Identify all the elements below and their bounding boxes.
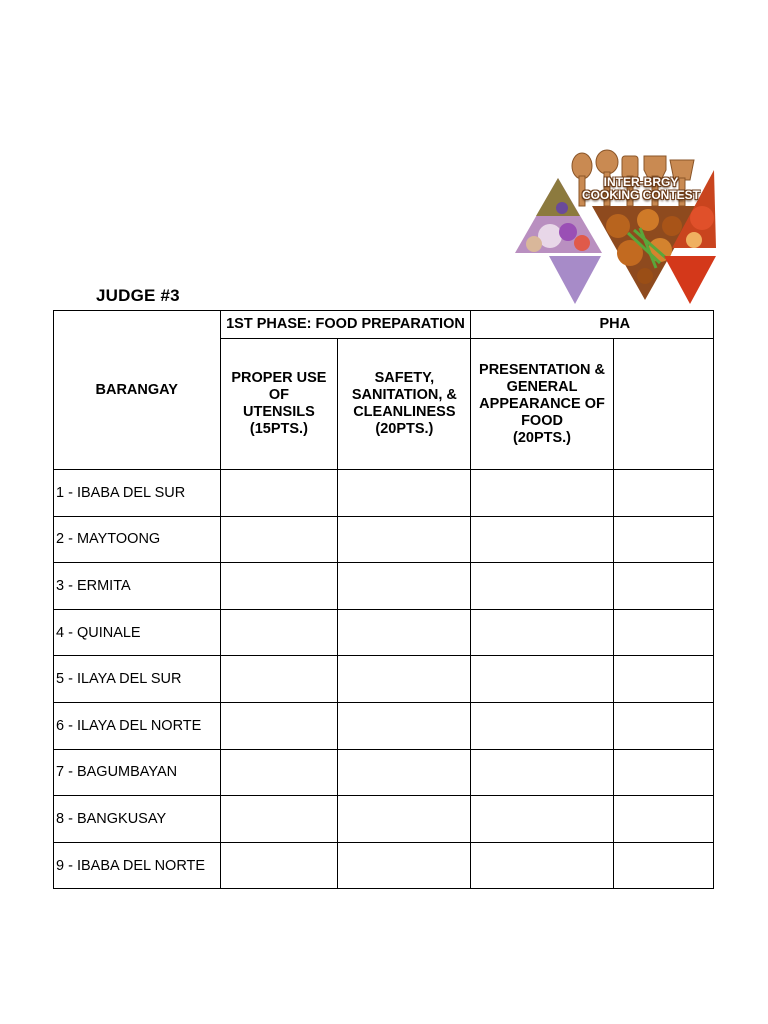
barangay-name: 6 - ILAYA DEL NORTE	[54, 702, 221, 749]
criterion-text: FOOD	[521, 412, 563, 429]
barangay-name: 3 - ERMITA	[54, 563, 221, 610]
score-cell[interactable]	[613, 470, 713, 517]
score-cell[interactable]	[471, 796, 613, 843]
score-cell[interactable]	[338, 563, 471, 610]
criterion-text: UTENSILS	[243, 404, 315, 420]
score-cell[interactable]	[471, 749, 613, 796]
table-row	[54, 842, 714, 889]
score-cell[interactable]	[613, 842, 713, 889]
criterion-text: CLEANLINESS	[353, 404, 456, 420]
logo-line-1: INTER-BRGY	[603, 175, 679, 189]
table-row	[54, 470, 714, 517]
score-cell[interactable]	[220, 470, 338, 517]
score-cell[interactable]	[338, 656, 471, 703]
table-row	[54, 609, 714, 656]
phase-2-header: PHA	[471, 311, 714, 339]
table-row	[54, 702, 714, 749]
score-cell[interactable]	[613, 516, 713, 563]
criterion-safety	[338, 339, 471, 470]
score-cell[interactable]	[471, 656, 613, 703]
table-row	[54, 796, 714, 843]
score-cell[interactable]	[338, 749, 471, 796]
score-cell[interactable]	[220, 702, 338, 749]
criterion-text: SAFETY,	[374, 370, 435, 386]
score-cell[interactable]	[338, 609, 471, 656]
score-cell[interactable]	[613, 656, 713, 703]
barangay-name: 2 - MAYTOONG	[54, 516, 221, 563]
score-cell[interactable]	[220, 609, 338, 656]
table-row	[54, 656, 714, 703]
barangay-name: 9 - IBABA DEL NORTE	[54, 842, 221, 889]
score-table	[53, 310, 714, 889]
contest-logo-graphic	[510, 148, 716, 308]
barangay-name: 8 - BANGKUSAY	[54, 796, 221, 843]
barangay-name: 4 - QUINALE	[54, 609, 221, 656]
score-cell[interactable]	[613, 563, 713, 610]
logo-line-2: COOKING CONTEST	[581, 188, 700, 202]
criterion-cut-off	[613, 339, 713, 470]
score-cell[interactable]	[338, 842, 471, 889]
score-cell[interactable]	[471, 516, 613, 563]
score-cell[interactable]	[220, 563, 338, 610]
criterion-points: (20PTS.)	[375, 421, 434, 437]
barangay-name: 7 - BAGUMBAYAN	[54, 749, 221, 796]
criterion-text: SANITATION, &	[351, 387, 457, 403]
score-cell[interactable]	[471, 609, 613, 656]
phase-1-header: 1ST PHASE: FOOD PREPARATION	[220, 311, 471, 339]
contest-logo	[510, 148, 716, 308]
criterion-points: (15PTS.)	[249, 421, 308, 437]
scoresheet	[53, 310, 714, 890]
score-cell[interactable]	[220, 796, 338, 843]
score-cell[interactable]	[220, 749, 338, 796]
criterion-text: PRESENTATION &	[479, 361, 605, 378]
score-cell[interactable]	[338, 702, 471, 749]
barangay-name: 1 - IBABA DEL SUR	[54, 470, 221, 517]
score-cell[interactable]	[220, 656, 338, 703]
criterion-text: GENERAL	[506, 378, 578, 395]
score-cell[interactable]	[338, 470, 471, 517]
contest-logo-text	[566, 176, 716, 202]
phase-header-row	[54, 311, 714, 339]
score-cell[interactable]	[471, 842, 613, 889]
score-cell[interactable]	[471, 702, 613, 749]
score-cell[interactable]	[220, 516, 338, 563]
barangay-name: 5 - ILAYA DEL SUR	[54, 656, 221, 703]
score-cell[interactable]	[220, 842, 338, 889]
criterion-text: PROPER USE OF	[231, 370, 327, 403]
criterion-utensils	[220, 339, 338, 470]
table-row	[54, 516, 714, 563]
criterion-text: APPEARANCE OF	[479, 395, 605, 412]
table-row	[54, 749, 714, 796]
score-cell[interactable]	[613, 796, 713, 843]
score-cell[interactable]	[613, 702, 713, 749]
judge-title: JUDGE #3	[96, 286, 180, 305]
barangay-header: BARANGAY	[54, 311, 221, 470]
score-cell[interactable]	[613, 749, 713, 796]
score-cell[interactable]	[471, 563, 613, 610]
table-row	[54, 563, 714, 610]
criterion-points: (20PTS.)	[513, 429, 572, 446]
score-cell[interactable]	[471, 470, 613, 517]
score-cell[interactable]	[338, 516, 471, 563]
score-cell[interactable]	[613, 609, 713, 656]
criterion-presentation	[471, 339, 613, 470]
score-cell[interactable]	[338, 796, 471, 843]
